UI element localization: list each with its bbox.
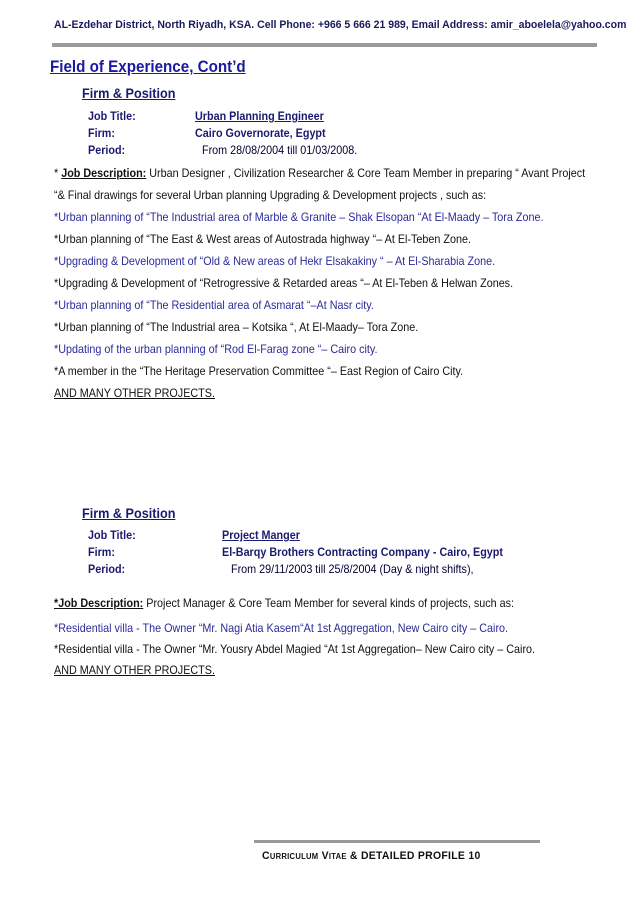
closing-note: AND MANY OTHER PROJECTS. <box>54 664 215 677</box>
firm-position-heading: Firm & Position <box>82 506 176 521</box>
list-item: *Urban planning of “The Industrial area – Kotsika “, At El-Maady– Tora Zone. <box>54 321 419 334</box>
job-description-label: Job Description: <box>58 597 144 610</box>
footer-divider <box>254 840 540 843</box>
list-item: *Updating of the urban planning of “Rod El-Farag zone “– Cairo city. <box>54 343 378 356</box>
closing-note: AND MANY OTHER PROJECTS. <box>54 387 215 400</box>
job-description <box>54 167 585 180</box>
job-description-label: Job Description: <box>61 167 147 180</box>
footer <box>262 850 481 862</box>
firm-value: El-Barqy Brothers Contracting Company - Cairo, Egypt <box>222 546 503 559</box>
list-item: *Urban planning of “The Residential area of Asmarat “–At Nasr city. <box>54 299 374 312</box>
list-item: *Upgrading & Development of “Old & New areas of Hekr Elsakakiny “ – At El-Sharabia Zone. <box>54 255 496 268</box>
list-item: *Upgrading & Development of “Retrogressive & Retarded areas “– At El-Teben & Helwan Zones. <box>54 277 514 290</box>
list-item: *A member in the “The Heritage Preservation Committee “– East Region of Cairo City. <box>54 365 464 378</box>
job-description-text: Urban Designer , Civilization Researcher & Core Team Member in preparing “ Avant Project <box>146 167 586 180</box>
job-description <box>54 597 514 610</box>
period-value: From 29/11/2003 till 25/8/2004 (Day & night shifts), <box>231 563 474 576</box>
job-title-label: Job Title: <box>88 529 136 542</box>
firm-value: Cairo Governorate, Egypt <box>195 127 326 140</box>
job-title-value: Urban Planning Engineer <box>195 110 324 123</box>
job-title-label: Job Title: <box>88 110 136 123</box>
period-value: From 28/08/2004 till 01/03/2008. <box>202 144 358 157</box>
job-title-value: Project Manger <box>222 529 300 542</box>
list-item: *Residential villa - The Owner “Mr. Nagi Atia Kasem“At 1st Aggregation, New Cairo city – Cairo. <box>54 622 509 635</box>
list-item: “& Final drawings for several Urban planning Upgrading & Development projects , such as: <box>54 189 487 202</box>
period-label: Period: <box>88 144 126 157</box>
header-divider <box>52 43 597 47</box>
section-title: Field of Experience, Cont’d <box>50 58 246 76</box>
firm-position-heading: Firm & Position <box>82 86 176 101</box>
jd-prefix: * <box>54 597 59 610</box>
job-description-text: Project Manager & Core Team Member for several kinds of projects, such as: <box>143 597 515 610</box>
header-contact-info: AL-Ezdehar District, North Riyadh, KSA. Cell Phone: +966 5 666 21 989, Email Address: amir_aboelela@yahoo.com <box>54 19 627 31</box>
period-label: Period: <box>88 563 126 576</box>
firm-label: Firm: <box>88 546 115 559</box>
list-item: *Urban planning of “The Industrial area of Marble & Granite – Shak Elsopan “At El-Maady – Tora Zone. <box>54 211 544 224</box>
page-number: 10 <box>468 850 481 862</box>
list-item: *Urban planning of “The East & West areas of Autostrada highway “– At El-Teben Zone. <box>54 233 471 246</box>
jd-prefix: * <box>54 167 62 180</box>
firm-label: Firm: <box>88 127 115 140</box>
list-item: *Residential villa - The Owner “Mr. Yousry Abdel Magied “At 1st Aggregation– New Cairo city – Cairo. <box>54 643 536 656</box>
footer-label: Curriculum Vitae & DETAILED PROFILE <box>262 850 466 862</box>
